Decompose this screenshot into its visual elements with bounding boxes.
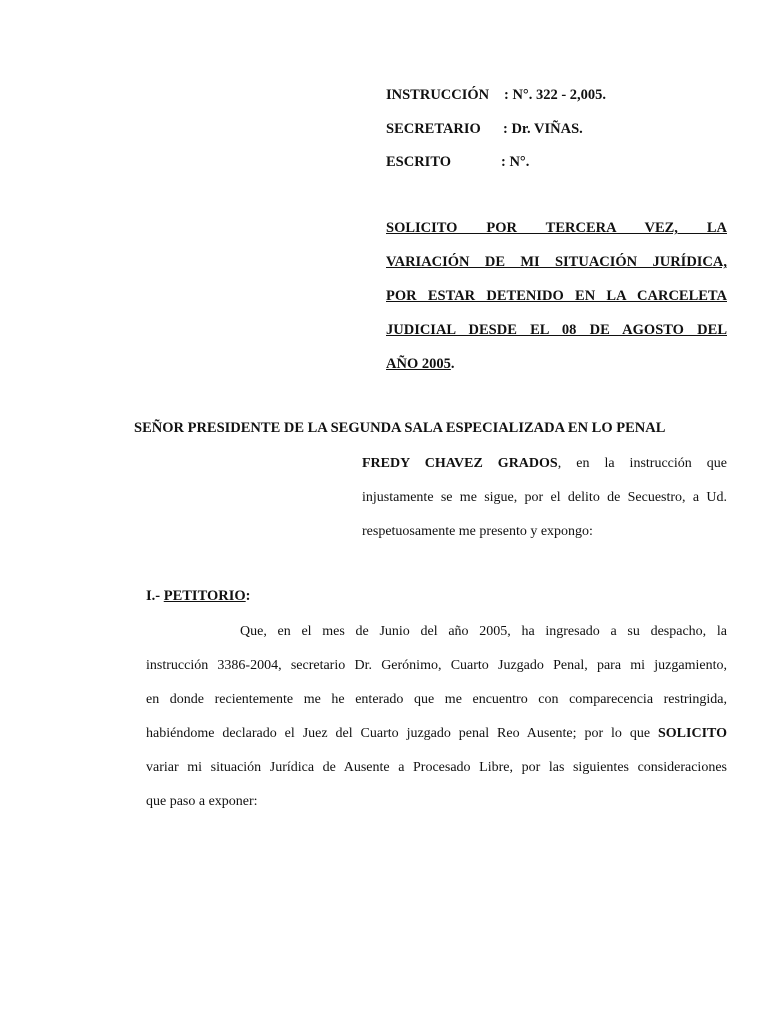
header-instruccion bbox=[386, 86, 607, 104]
sumilla-line: AÑO 2005. bbox=[386, 356, 455, 372]
escrito-value: : N°. bbox=[501, 154, 530, 170]
sumilla-line: SOLICITO POR TERCERA VEZ, LA bbox=[386, 220, 727, 236]
header-secretario bbox=[386, 120, 583, 138]
petitorio-paragraph bbox=[146, 622, 727, 826]
header-escrito bbox=[386, 153, 530, 171]
intro-paragraph bbox=[362, 454, 727, 556]
section-colon: : bbox=[245, 588, 251, 604]
section-heading bbox=[146, 588, 251, 605]
sumilla-line: POR ESTAR DETENIDO EN LA CARCELETA bbox=[386, 288, 727, 304]
section-number: I.- bbox=[146, 588, 164, 604]
secretario-value: : Dr. VIÑAS. bbox=[503, 121, 583, 137]
secretario-label: SECRETARIO bbox=[386, 121, 481, 137]
instruccion-label: INSTRUCCIÓN bbox=[386, 87, 490, 103]
sumilla bbox=[386, 218, 727, 388]
sumilla-end: . bbox=[450, 356, 455, 372]
sumilla-line: JUDICIAL DESDE EL 08 DE AGOSTO DEL bbox=[386, 322, 727, 338]
body-line: en donde recientemente me he enterado que me encuentro con comparecencia restringida, bbox=[146, 692, 727, 707]
escrito-label: ESCRITO bbox=[386, 154, 452, 170]
body-line: habiéndome declarado el Juez del Cuarto juzgado penal Reo Ausente; por lo que SOLICITO bbox=[146, 726, 727, 741]
intro-line: FREDY CHAVEZ GRADOS, en la instrucción que bbox=[362, 456, 727, 471]
instruccion-value: : N°. 322 - 2,005. bbox=[504, 87, 607, 103]
body-line: que paso a exponer: bbox=[146, 794, 258, 809]
body-line: variar mi situación Jurídica de Ausente a Procesado Libre, por las siguientes consideraciones bbox=[146, 760, 727, 775]
sumilla-line: VARIACIÓN DE MI SITUACIÓN JURÍDICA, bbox=[386, 254, 727, 270]
section-title: PETITORIO bbox=[163, 588, 246, 604]
body-line: instrucción 3386-2004, secretario Dr. Gerónimo, Cuarto Juzgado Penal, para mi juzgamiento, bbox=[146, 658, 727, 673]
intro-line: injustamente se me sigue, por el delito de Secuestro, a Ud. bbox=[362, 490, 727, 505]
body-line: Que, en el mes de Junio del año 2005, ha ingresado a su despacho, la bbox=[240, 624, 727, 639]
addressee: SEÑOR PRESIDENTE DE LA SEGUNDA SALA ESPECIALIZADA EN LO PENAL bbox=[134, 420, 666, 436]
intro-line: respetuosamente me presento y expongo: bbox=[362, 524, 593, 539]
solicito-keyword: SOLICITO bbox=[658, 726, 727, 741]
petitioner-name: FREDY CHAVEZ GRADOS bbox=[362, 456, 558, 471]
